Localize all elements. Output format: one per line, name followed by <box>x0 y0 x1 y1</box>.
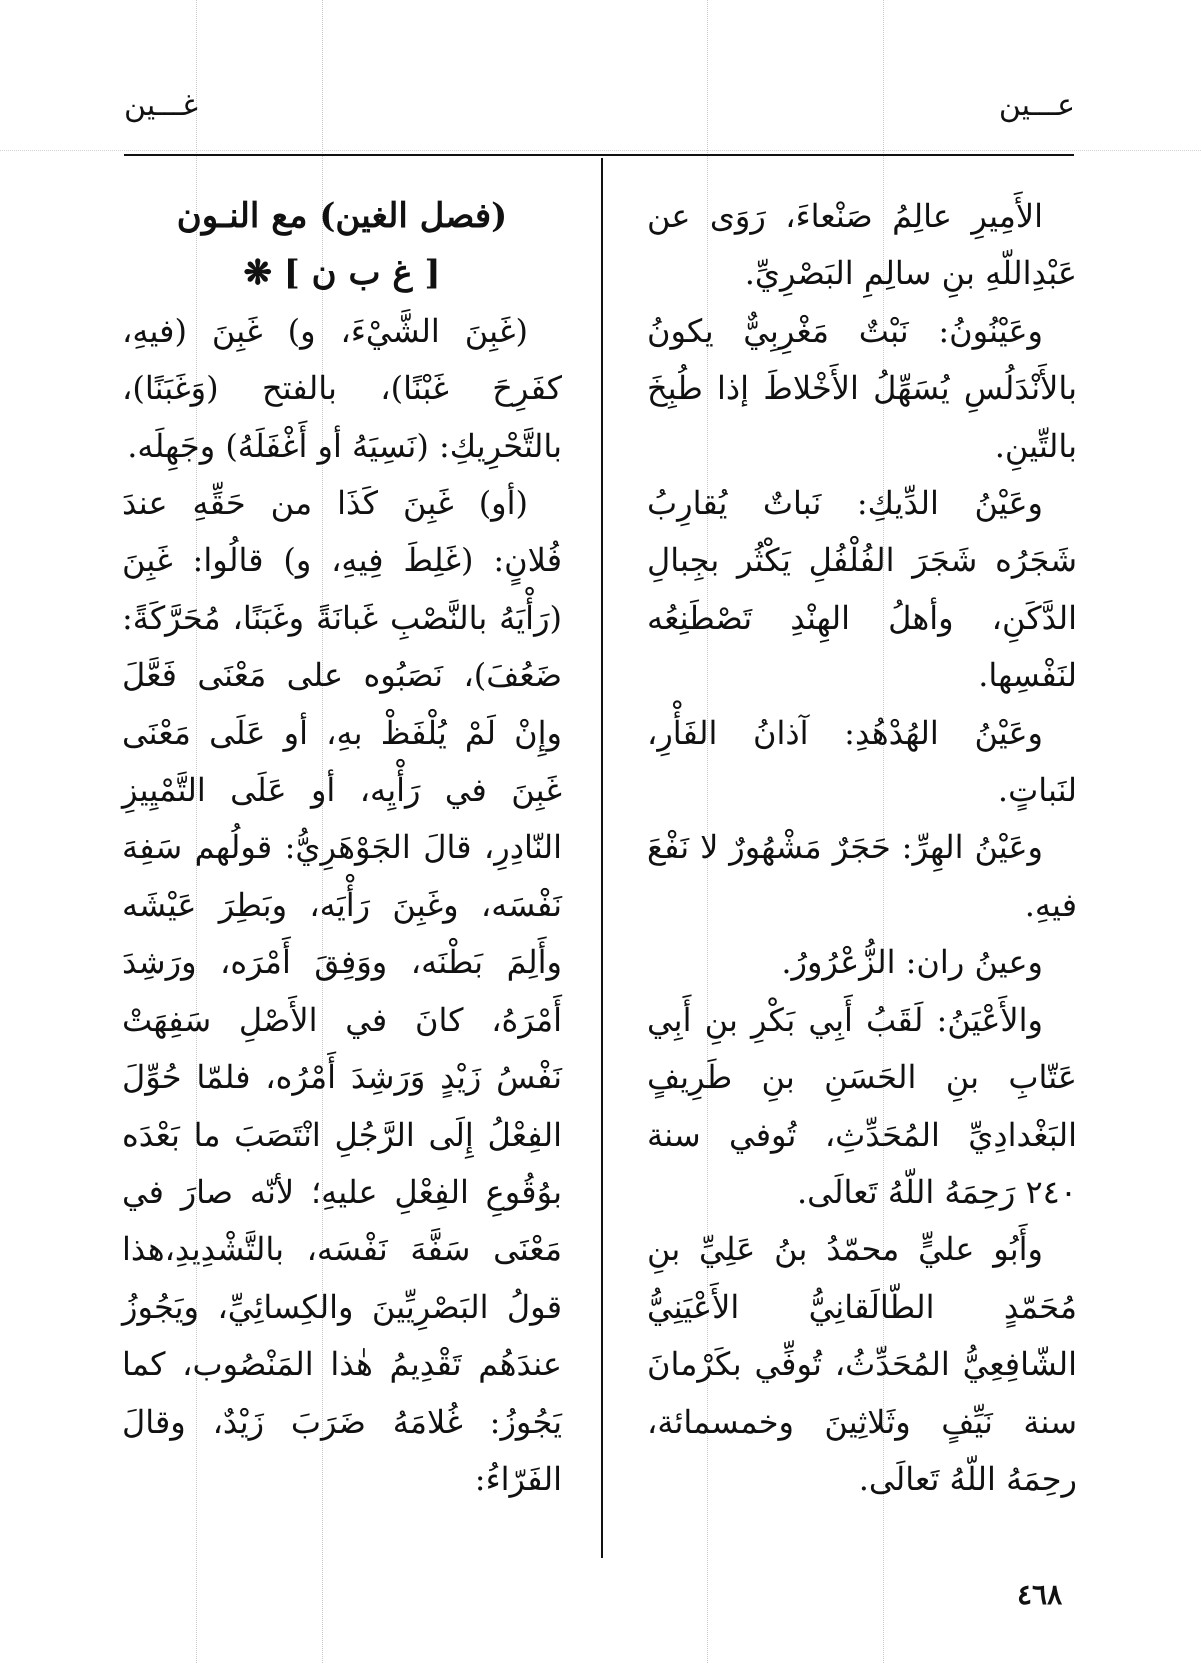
paragraph: (أو) غَبِنَ كَذَا من حَقِّهِ عندَ فُلانٍ: (غَلِطَ فِيهِ، و) قالُوا: غَبِنَ (رَأْيَهُ بالنَّصْبِ غَبانَةً وغَبَنًا، مُحَرَّكَةً: ضَعُفَ)، نَصَبُوه على مَعْنَى فَعَّلَ وإِنْ لَمْ يُلْفَظْ بهِ، أو عَلَى مَعْنَى غَبِنَ في رَأْيِه، أو عَلَى التَّمْيِيزِ النّادِرِ، قالَ الجَوْهَرِيُّ: قولُهم سَفِهَ نَفْسَه، وغَبِنَ رَأْيَه، وبَطِرَ عَيْشَه وأَلِمَ بَطْنَه، ووَفِقَ أَمْرَه، ورَشِدَ أَمْرَهُ، كانَ في الأَصْلِ سَفِهَتْ نَفْسُ زَيْدٍ وَرَشِدَ أَمْرُه، فلمّا حُوِّلَ الفِعْلُ إِلَى الرَّجُلِ انْتَصَبَ ما بَعْدَه بوُقُوعِ الفِعْلِ عليهِ؛ لأنّه صارَ في مَعْنَى سَفَّهَ نَفْسَه، بالتَّشْدِيدِ،هذا قولُ البَصْرِيِّينَ والكِسائِيِّ، ويَجُوزُ عندَهُم تَقْدِيمُ هٰذا المَنْصُوب، كما يَجُوزُ: غُلامَهُ ضَرَبَ زَيْدٌ، وقالَ الفَرّاءُ: <box>122 484 562 1498</box>
section-title: (فصل الغين) مع النـون <box>176 196 508 236</box>
paragraph: وأَبُو عليٍّ محمّدُ بنُ عَلِيِّ بنِ مُحَمّدٍ الطّالَقانِيُّ الأَعْيَنِيُّ الشّافِعِيُّ المُحَدِّثُ، تُوفِّي بكَرْمانَ سنة نَيِّفٍ وثَلاثِينَ وخمسمائة، رحِمَهُ اللّهُ تَعالَى. <box>647 1230 1077 1498</box>
paragraph: (غَبِنَ الشَّيْءَ، و) غَبِنَ (فيهِ، كفَرِحَ غَبْنًا)، بالفتح (وَغَبَنًا)، بالتَّحْرِيكِ: (نَسِيَهُ أو أَغْفَلَهُ) وجَهِلَه. <box>122 311 562 465</box>
page-number: ٤٦٨ <box>1017 1578 1063 1611</box>
paragraph: وعينُ ران: الزُّعْرُورُ. <box>781 943 1043 982</box>
running-header-left: غـــين <box>124 88 198 123</box>
root-heading: [ غ ب ن ] ❋ <box>243 253 441 294</box>
running-header-right: عـــين <box>998 88 1075 123</box>
left-column <box>122 188 562 1508</box>
paragraph: وعَيْنُونُ: نَبْتٌ مَغْرِبِيٌّ يكونُ بالأَنْدَلُسِ يُسَهِّلُ الأَخْلاطَ إذا طُبِخَ بالتِّينِ. <box>647 311 1077 465</box>
right-column <box>647 188 1077 1508</box>
header-rule <box>124 154 1074 156</box>
scan-guide-line <box>0 150 1201 151</box>
column-divider <box>601 158 603 1558</box>
paragraph: وعَيْنُ الدِّيكِ: نَباتٌ يُقارِبُ شَجَرُه شَجَرَ الفُلْفُلِ يَكْثُر بجِبالِ الدَّكَنِ، وأهلُ الهِنْدِ تَصْطَنِعُه لنَفْسِها. <box>647 484 1077 695</box>
paragraph: والأَعْيَنُ: لَقَبُ أَبِي بَكْرِ بنِ أَبِي عَتّابِ بنِ الحَسَنِ بنِ طَرِيفٍ البَغْدادِيِّ المُحَدِّثِ، تُوفي سنة ٢٤٠ رَحِمَهُ اللّهُ تَعالَى. <box>647 1000 1077 1211</box>
paragraph: وعَيْنُ الهِرِّ: حَجَرٌ مَشْهُورٌ لا نَفْعَ فيهِ. <box>647 828 1077 924</box>
paragraph: وعَيْنُ الهُدْهُدِ: آذانُ الفَأْرِ، لنَباتٍ. <box>647 713 1077 810</box>
paragraph: الأَمِيرِ عالِمُ صَنْعاءَ، رَوَى عن عَبْدِاللّهِ بنِ سالِمِ البَصْرِيِّ. <box>647 197 1077 293</box>
